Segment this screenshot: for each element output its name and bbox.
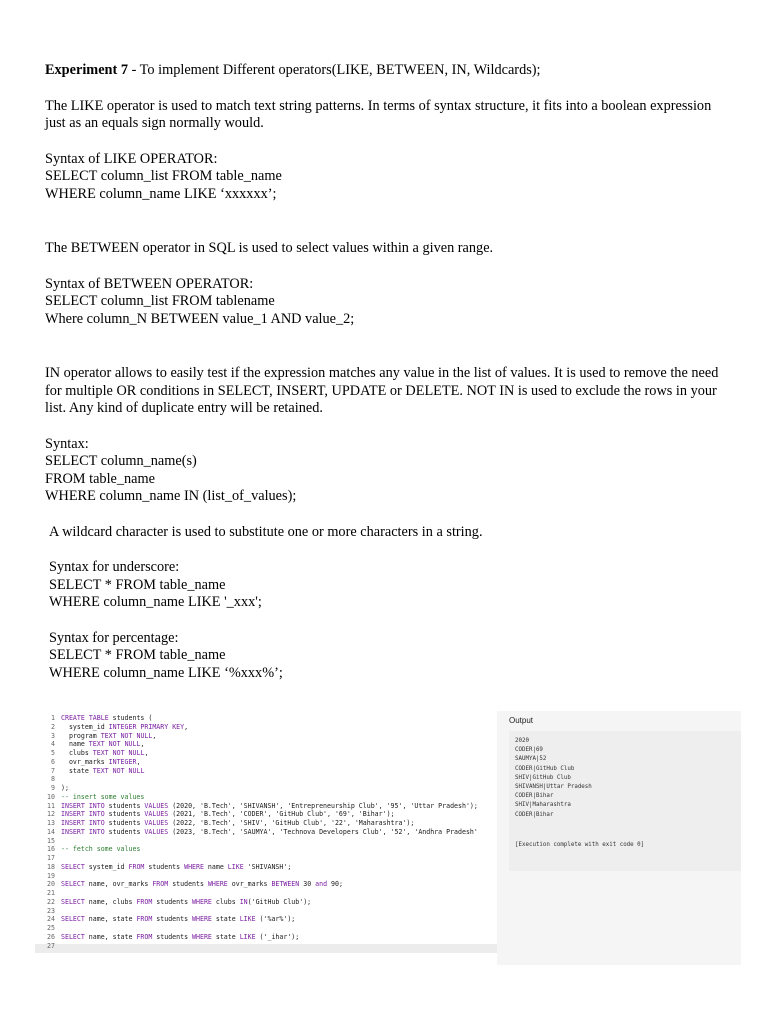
code-line xyxy=(61,854,478,863)
between-description: The BETWEEN operator in SQL is used to select values within a given range. xyxy=(45,240,494,256)
underscore-syntax-line: WHERE column_name LIKE '_xxx'; xyxy=(49,594,262,610)
like-syntax-line: SELECT column_list FROM table_name xyxy=(45,168,282,184)
code-editor-screenshot xyxy=(35,711,741,965)
between-syntax-title: Syntax of BETWEEN OPERATOR: xyxy=(45,275,254,292)
code-line: SELECT name, state FROM students WHERE state LIKE ('%ar%'); xyxy=(61,915,296,924)
line-number: 20 xyxy=(47,880,55,889)
between-syntax-line: Where column_N BETWEEN value_1 AND value_2; xyxy=(45,310,355,327)
code-line xyxy=(61,775,478,784)
underscore-syntax-title: Syntax for underscore: xyxy=(49,559,180,575)
code-line xyxy=(61,837,478,846)
document-body xyxy=(45,62,725,682)
code-line: -- insert some values xyxy=(61,792,145,801)
output-line: SHIV|GitHub Club xyxy=(515,774,571,781)
line-number: 24 xyxy=(47,915,55,924)
code-line xyxy=(61,889,478,898)
line-number: 14 xyxy=(47,827,55,836)
code-line: CREATE TABLE students ( xyxy=(61,714,153,722)
underscore-syntax-line: SELECT * FROM table_name xyxy=(49,576,226,593)
line-number: 23 xyxy=(47,906,55,915)
code-line: state TEXT NOT NULL xyxy=(61,766,145,775)
in-syntax-line: FROM table_name xyxy=(45,470,155,487)
line-number: 4 xyxy=(51,740,55,749)
output-line: 2020 xyxy=(515,738,529,744)
output-line: CODER|GitHub Club xyxy=(515,765,575,772)
wildcard-description: A wildcard character is used to substitute one or more characters in a string. xyxy=(49,523,483,540)
line-number: 25 xyxy=(47,924,55,932)
line-number-gutter xyxy=(35,714,55,950)
code-line: -- fetch some values xyxy=(61,845,141,854)
percent-syntax-title: Syntax for percentage: xyxy=(49,629,179,646)
line-number: 5 xyxy=(51,749,55,757)
experiment-title: - To implement Different operators(LIKE, BETWEEN, IN, Wildcards); xyxy=(128,62,541,78)
in-syntax-title: Syntax: xyxy=(45,435,89,452)
between-syntax-line: SELECT column_list FROM tablename xyxy=(45,293,275,309)
code-line: INSERT INTO students VALUES (2020, 'B.Tech', 'SHIVANSH', 'Entrepreneurship Club', '95', 'Uttar Pradesh'); xyxy=(61,801,478,810)
line-number: 18 xyxy=(47,862,55,871)
code-line: SELECT name, state FROM students WHERE state LIKE ('_ihar'); xyxy=(61,932,300,941)
output-title: Output xyxy=(509,716,534,725)
code-line: system_id INTEGER PRIMARY KEY, xyxy=(61,722,189,731)
line-number: 16 xyxy=(47,845,55,854)
output-line: SHIV|Maharashtra xyxy=(515,802,571,809)
like-syntax-line: WHERE column_name LIKE ‘xxxxxx’; xyxy=(45,185,277,202)
code-line: name TEXT NOT NULL, xyxy=(61,740,145,749)
line-number: 9 xyxy=(51,784,55,792)
code-line xyxy=(61,907,478,916)
output-line: SAUMYA|52 xyxy=(515,756,547,763)
in-description: IN operator allows to easily test if the expression matches any value in the list of values. It is used to remove the need for multiple OR conditions in SELECT, INSERT, UPDATE or DELETE. NOT IN is used to exclude the rows in your list. Any kind of duplicate entry will be retained. xyxy=(45,365,719,416)
experiment-number: Experiment 7 xyxy=(45,62,128,78)
percent-syntax-line: WHERE column_name LIKE ‘%xxx%’; xyxy=(49,664,283,681)
exec-message: [Execution complete with exit code 0] xyxy=(515,842,645,848)
in-syntax-line: SELECT column_name(s) xyxy=(45,453,197,469)
code-line: SELECT name, clubs FROM students WHERE clubs IN('GitHub Club'); xyxy=(61,897,312,906)
output-line: CODER|Bihar xyxy=(515,793,554,800)
line-number: 3 xyxy=(51,731,55,740)
line-number: 19 xyxy=(47,871,55,880)
line-number: 2 xyxy=(51,722,55,731)
in-syntax-line: WHERE column_name IN (list_of_values); xyxy=(45,488,297,504)
line-number: 22 xyxy=(47,897,55,906)
code-line: INSERT INTO students VALUES (2023, 'B.Tech', 'SAUMYA', 'Technova Developers Club', '52', 'Andhra Pradesh' xyxy=(61,827,478,836)
output-line: CODER|69 xyxy=(515,747,543,754)
code-line: clubs TEXT NOT NULL, xyxy=(61,749,149,757)
code-line: INSERT INTO students VALUES (2022, 'B.Tech', 'SHIV', 'GitHub Club', '22', 'Maharashtra'); xyxy=(61,819,415,827)
code-line xyxy=(61,872,478,881)
line-number: 10 xyxy=(47,792,55,801)
like-syntax-title: Syntax of LIKE OPERATOR: xyxy=(45,150,218,167)
line-number: 7 xyxy=(51,766,55,775)
code-line: ); xyxy=(61,784,69,792)
output-lines xyxy=(515,737,592,820)
code-line: ovr_marks INTEGER, xyxy=(61,757,141,766)
line-number: 1 xyxy=(51,714,55,722)
line-number: 12 xyxy=(47,810,55,819)
code-line: SELECT name, ovr_marks FROM students WHERE ovr_marks BETWEEN 30 and 90; xyxy=(61,880,343,889)
line-number: 6 xyxy=(51,757,55,766)
code-line xyxy=(61,942,478,951)
output-panel xyxy=(509,731,741,871)
percent-syntax-line: SELECT * FROM table_name xyxy=(49,647,226,663)
line-number: 26 xyxy=(47,932,55,941)
line-number: 8 xyxy=(51,775,55,784)
code-line: SELECT system_id FROM students WHERE name LIKE 'SHIVANSH'; xyxy=(61,862,292,871)
line-number: 13 xyxy=(47,819,55,827)
line-number: 15 xyxy=(47,836,55,845)
experiment-heading xyxy=(45,62,725,80)
output-line: SHIVANSH|Uttar Pradesh xyxy=(515,784,592,791)
line-number: 17 xyxy=(47,854,55,862)
code-editor[interactable] xyxy=(35,711,497,965)
code-line: program TEXT NOT NULL, xyxy=(61,731,157,740)
like-description: The LIKE operator is used to match text string patterns. In terms of syntax structure, it fits into a boolean expression just as an equals sign normally would. xyxy=(45,97,712,131)
line-number: 11 xyxy=(47,801,55,810)
code-area[interactable] xyxy=(61,714,478,950)
output-line: CODER|Bihar xyxy=(515,811,554,818)
code-line xyxy=(61,924,478,933)
line-number: 21 xyxy=(47,889,55,897)
code-line: INSERT INTO students VALUES (2021, 'B.Tech', 'CODER', 'GitHub Club', '69', 'Bihar'); xyxy=(61,810,395,819)
line-number: 27 xyxy=(47,941,55,950)
